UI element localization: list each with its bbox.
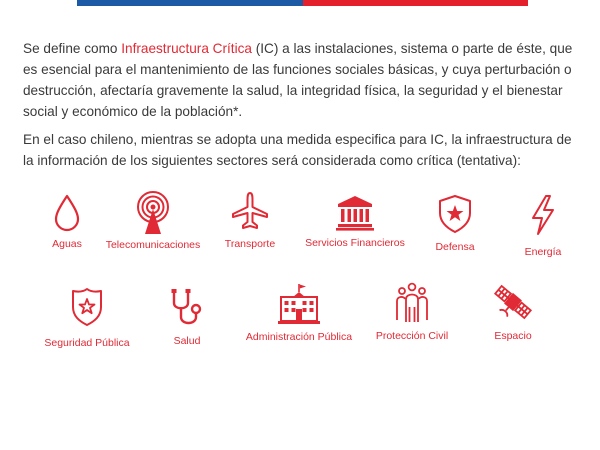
government-building-icon [277, 283, 321, 325]
sector-servicios-financieros [303, 193, 407, 249]
sector-label: Espacio [494, 330, 532, 342]
definition-text-end: (IC) a las instalaciones, sistema o parte de éste, que es esencial para el mantenimiento de las funciones sociales básicas, y cuya perturbación o destrucción, afectaría gravemente la salud, la integridad física, la seguridad y el bienestar social y económico de la población*. [23, 41, 573, 119]
sector-defensa [430, 194, 480, 253]
police-badge-icon [69, 287, 105, 327]
sector-label: Telecomunicaciones [105, 239, 201, 251]
satellite-icon [491, 282, 535, 324]
airplane-icon [229, 190, 271, 232]
sector-label: Energía [524, 246, 562, 258]
sector-label: Protección Civil [375, 330, 449, 342]
chile-case-paragraph: En el caso chileno, mientras se adopta una medida especifica para IC, la infraestructura de la información de los siguientes sectores será considerada como crítica (tentativa): [23, 132, 572, 168]
people-group-icon [392, 282, 432, 324]
definition-paragraph [23, 38, 581, 122]
sector-label: Defensa [435, 241, 475, 253]
sector-label: Salud [173, 335, 201, 347]
sector-seguridad-publica [42, 287, 132, 349]
sector-label: Administración Pública [245, 331, 353, 343]
top-color-bar [77, 0, 528, 6]
top-bar-red [303, 0, 528, 6]
sector-espacio [488, 282, 538, 342]
sector-salud [162, 287, 212, 347]
top-bar-blue [77, 0, 303, 6]
stethoscope-icon [166, 287, 208, 329]
water-drop-icon [47, 192, 87, 232]
sector-energia [518, 194, 568, 258]
lightning-icon [528, 194, 558, 236]
sector-label: Transporte [224, 238, 276, 250]
sector-transporte [220, 190, 280, 250]
sector-label: Aguas [52, 238, 82, 250]
sector-proteccion-civil [372, 282, 452, 342]
definition-highlight: Infraestructura Crítica [121, 41, 252, 56]
antenna-icon [133, 190, 173, 236]
sector-telecomunicaciones [103, 190, 203, 251]
definition-text-start: Se define como [23, 41, 122, 56]
shield-star-icon [437, 194, 473, 234]
sector-label: Servicios Financieros [305, 237, 405, 249]
sector-administracion-publica [245, 283, 353, 343]
sector-label: Seguridad Pública [44, 337, 130, 349]
sector-aguas [38, 192, 96, 250]
bank-icon [335, 193, 375, 231]
